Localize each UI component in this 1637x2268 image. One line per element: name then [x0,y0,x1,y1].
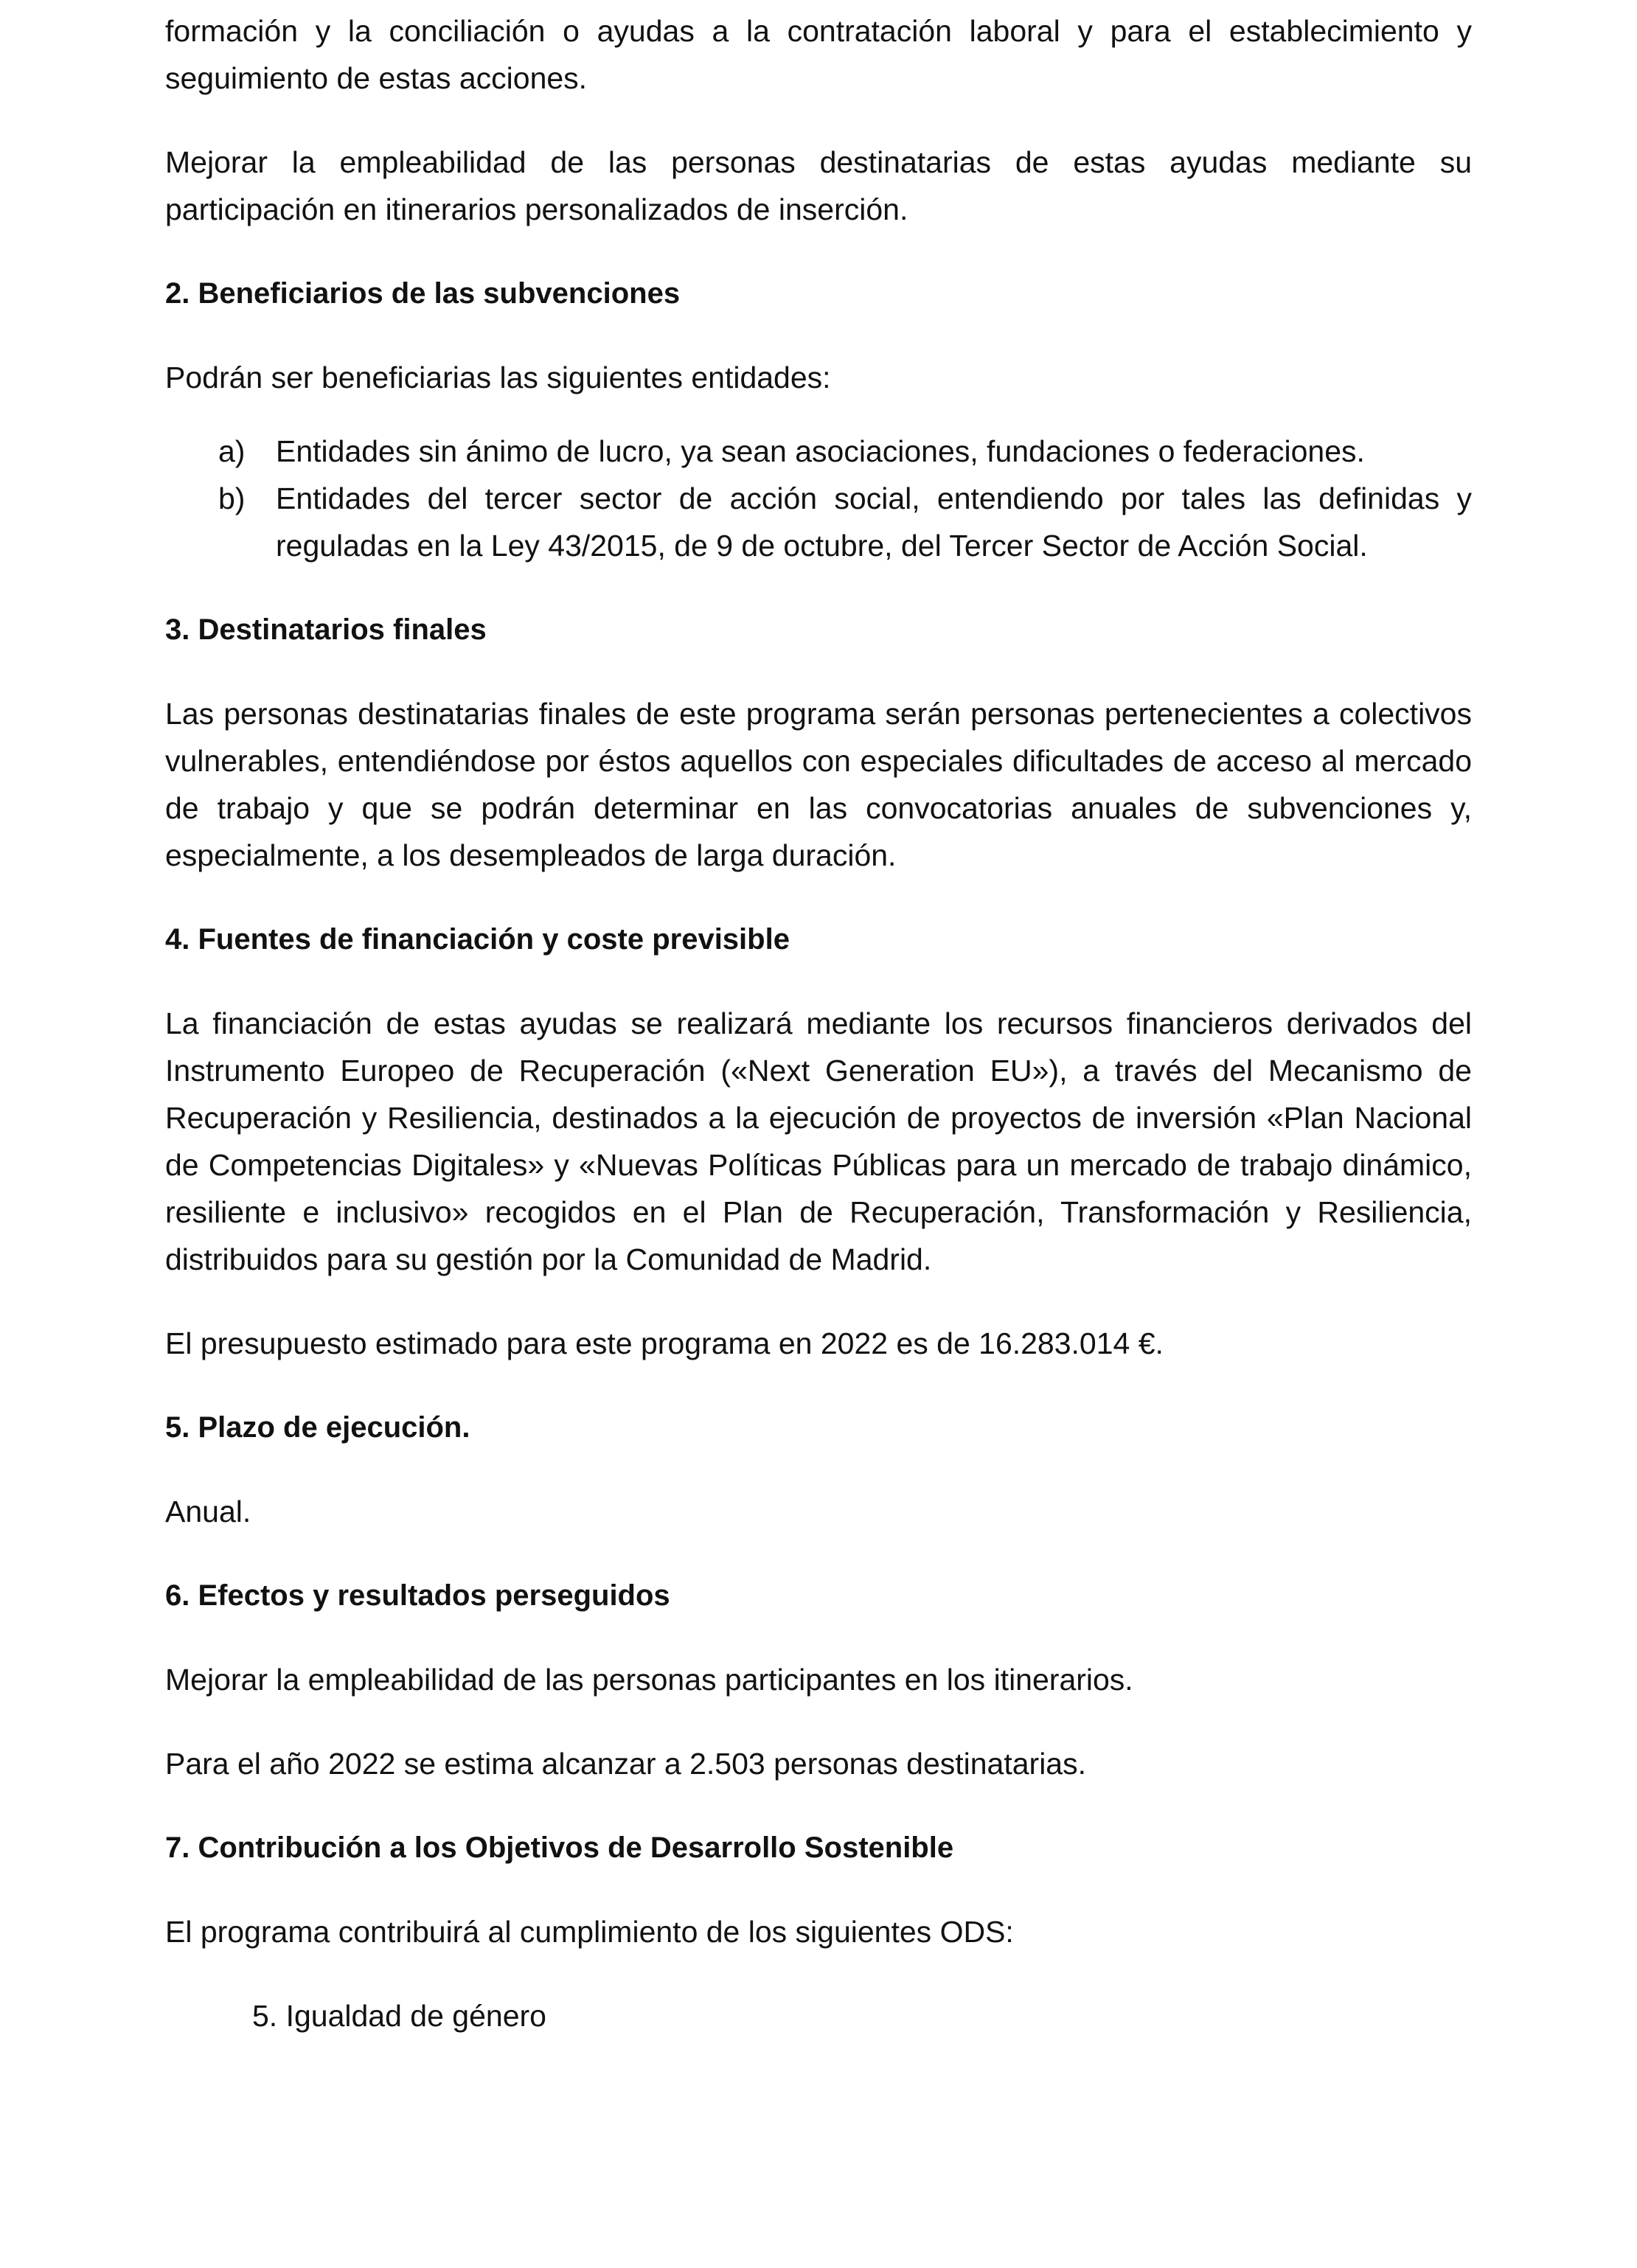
section-5-text: Anual. [165,1495,251,1528]
list-marker: b) [218,481,246,515]
section-4-budget: El presupuesto estimado para este programa en 2022 es de 16.283.014 €. [165,1326,1164,1360]
section-4-text: La financiación de estas ayudas se realizará mediante los recursos financieros derivados del Instrumento Europeo de Recuperación («Next Generation EU»), a través del Mecanismo de Recuperación y Resiliencia, destinados a la ejecución de proyectos de inversión «Plan Nacional de Competencias Digitales» y «Nuevas Políticas Públicas para un mercado de trabajo dinámico, resiliente e inclusivo» recogidos en el Plan de Recuperación, Transformación y Resiliencia, distribuidos para su gestión por la Comunidad de Madrid. [165,1006,1472,1276]
list-item-text: Entidades del tercer sector de acción social, entendiendo por tales las definidas y reguladas en la Ley 43/2015, de 9 de octubre, del Tercer Sector de Acción Social. [276,481,1472,563]
beneficiaries-list [165,428,1472,569]
section-3-text: Las personas destinatarias finales de este programa serán personas pertenecientes a colectivos vulnerables, entendiéndose por éstos aquellos con especiales dificultades de acceso al mercado de trabajo y que se podrán determinar en las convocatorias anuales de subvenciones y, especialmente, a los desempleados de larga duración. [165,697,1472,872]
section-6-text-1: Mejorar la empleabilidad de las personas participantes en los itinerarios. [165,1663,1133,1697]
intro-paragraph-1: formación y la conciliación o ayudas a la contratación laboral y para el establecimiento y seguimiento de estas acciones. [165,14,1472,95]
document-page [165,7,1472,2039]
section-3-heading: 3. Destinatarios finales [165,613,487,646]
list-item [165,428,1472,475]
intro-paragraph-2: Mejorar la empleabilidad de las personas destinatarias de estas ayudas mediante su participación en itinerarios personalizados de inserción. [165,145,1472,226]
section-5-heading: 5. Plazo de ejecución. [165,1411,470,1444]
section-7-heading: 7. Contribución a los Objetivos de Desarrollo Sostenible [165,1832,954,1864]
list-marker: a) [218,434,246,468]
section-2-heading: 2. Beneficiarios de las subvenciones [165,277,681,310]
list-item [165,475,1472,569]
section-6-heading: 6. Efectos y resultados perseguidos [165,1579,670,1612]
section-2-intro: Podrán ser beneficiarias las siguientes entidades: [165,361,831,394]
ods-item: 5. Igualdad de género [252,1999,546,2033]
section-6-text-2: Para el año 2022 se estima alcanzar a 2.503 personas destinatarias. [165,1747,1086,1781]
list-item-text: Entidades sin ánimo de lucro, ya sean asociaciones, fundaciones o federaciones. [276,434,1365,468]
section-4-heading: 4. Fuentes de financiación y coste previsible [165,923,790,956]
section-7-intro: El programa contribuirá al cumplimiento de los siguientes ODS: [165,1915,1014,1949]
